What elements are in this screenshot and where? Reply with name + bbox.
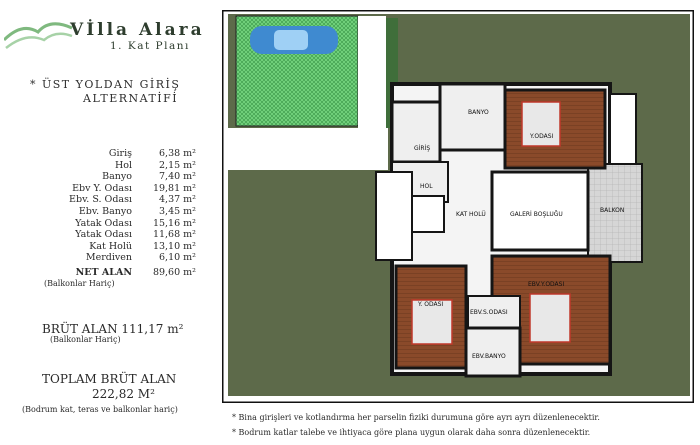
net-area-label: NET ALAN — [75, 267, 132, 278]
area-value: 11,68 m² — [152, 229, 196, 241]
gross-area: BRÜT ALAN 111,17 m² — [42, 322, 184, 336]
room-label-ebv-y-odasi: EBV.Y.ODASI — [528, 281, 565, 288]
area-name: Hol — [114, 159, 132, 171]
total-gross-note: (Bodrum kat, teras ve balkonlar hariç) — [22, 405, 178, 414]
master-bed — [530, 294, 570, 342]
area-value: 15,16 m² — [152, 217, 196, 229]
footnote-1: * Bina girişleri ve kotlandırma her parselin fiziki durumuna göre ayrı ayrı düzenlenecektir. — [232, 413, 600, 422]
area-row — [30, 194, 220, 206]
area-name: Yatak Odası — [75, 229, 132, 241]
right-annex — [610, 94, 636, 164]
area-row — [30, 252, 220, 264]
road-strip-right — [358, 16, 386, 128]
net-area-note: (Balkonlar Hariç) — [44, 279, 115, 288]
area-list — [30, 148, 220, 264]
info-panel — [0, 0, 222, 445]
floor-plan — [222, 10, 694, 403]
area-value: 19,81 m² — [152, 182, 196, 194]
area-row — [30, 218, 220, 230]
room-label-balkon: BALKON — [600, 207, 625, 214]
area-name: Giriş — [108, 148, 132, 159]
area-name: Banyo — [102, 171, 132, 183]
area-value: 4,37 m² — [159, 194, 196, 206]
villa-title: Vİlla Alara — [70, 20, 205, 40]
room-label-galeri: GALERİ BOŞLUĞU — [510, 211, 563, 218]
area-row — [30, 229, 220, 241]
room-label-ebv-banyo: EBV.BANYO — [472, 353, 506, 360]
bathroom-top — [440, 84, 505, 150]
area-row — [30, 171, 220, 183]
area-row — [30, 241, 220, 253]
total-gross-value: 222,82 M² — [92, 387, 155, 401]
entrance-note-line2: ALTERNATİFİ — [83, 92, 179, 105]
room-label-banyo: BANYO — [468, 109, 489, 116]
area-name: Ebv. S. Odası — [69, 194, 132, 206]
floor-plan-subtitle: 1. Kat Planı — [110, 40, 190, 52]
room-label-giris: GİRİŞ — [414, 145, 431, 152]
area-name: Kat Holü — [89, 240, 132, 252]
room-label-hol: HOL — [420, 183, 433, 190]
net-area-value: 89,60 m² — [152, 267, 196, 278]
area-name: Ebv Y. Odası — [72, 182, 132, 194]
net-area-row — [30, 267, 220, 278]
area-value: 6,38 m² — [159, 148, 196, 159]
area-name: Merdiven — [85, 252, 132, 264]
area-name: Ebv. Banyo — [78, 205, 132, 217]
area-name: Yatak Odası — [75, 217, 132, 229]
area-value: 13,10 m² — [152, 240, 196, 252]
gross-area-note: (Balkonlar Hariç) — [50, 335, 121, 344]
master-bathroom — [466, 328, 520, 376]
room-label-y-odasi-bottom: Y. ODASI — [418, 301, 444, 308]
area-value: 2,15 m² — [159, 159, 196, 171]
mountain-logo-icon — [4, 4, 74, 54]
area-value: 7,40 m² — [159, 171, 196, 183]
net-area — [30, 267, 220, 278]
area-row — [30, 206, 220, 218]
area-row — [30, 183, 220, 195]
car-icon — [250, 26, 338, 54]
room-label-kat-holu: KAT HOLÜ — [456, 211, 486, 218]
entrance-note-line1: * ÜST YOLDAN GİRİŞ — [30, 78, 181, 91]
footnote-2: * Bodrum katlar talebe ve ihtiyaca göre plana uygun olarak daha sonra düzenlenecektir. — [232, 428, 591, 437]
road-strip — [228, 128, 388, 170]
room-label-y-odasi-top: Y.ODASI — [530, 133, 554, 140]
entrance-note — [30, 78, 180, 106]
area-row — [30, 160, 220, 172]
area-value: 6,10 m² — [159, 252, 196, 264]
total-gross-label: TOPLAM BRÜT ALAN — [42, 372, 177, 386]
room-label-ebv-s-odasi: EBV.S.ODASI — [470, 309, 508, 316]
entrance — [392, 102, 440, 162]
area-value: 3,45 m² — [159, 205, 196, 217]
area-row — [30, 148, 220, 160]
